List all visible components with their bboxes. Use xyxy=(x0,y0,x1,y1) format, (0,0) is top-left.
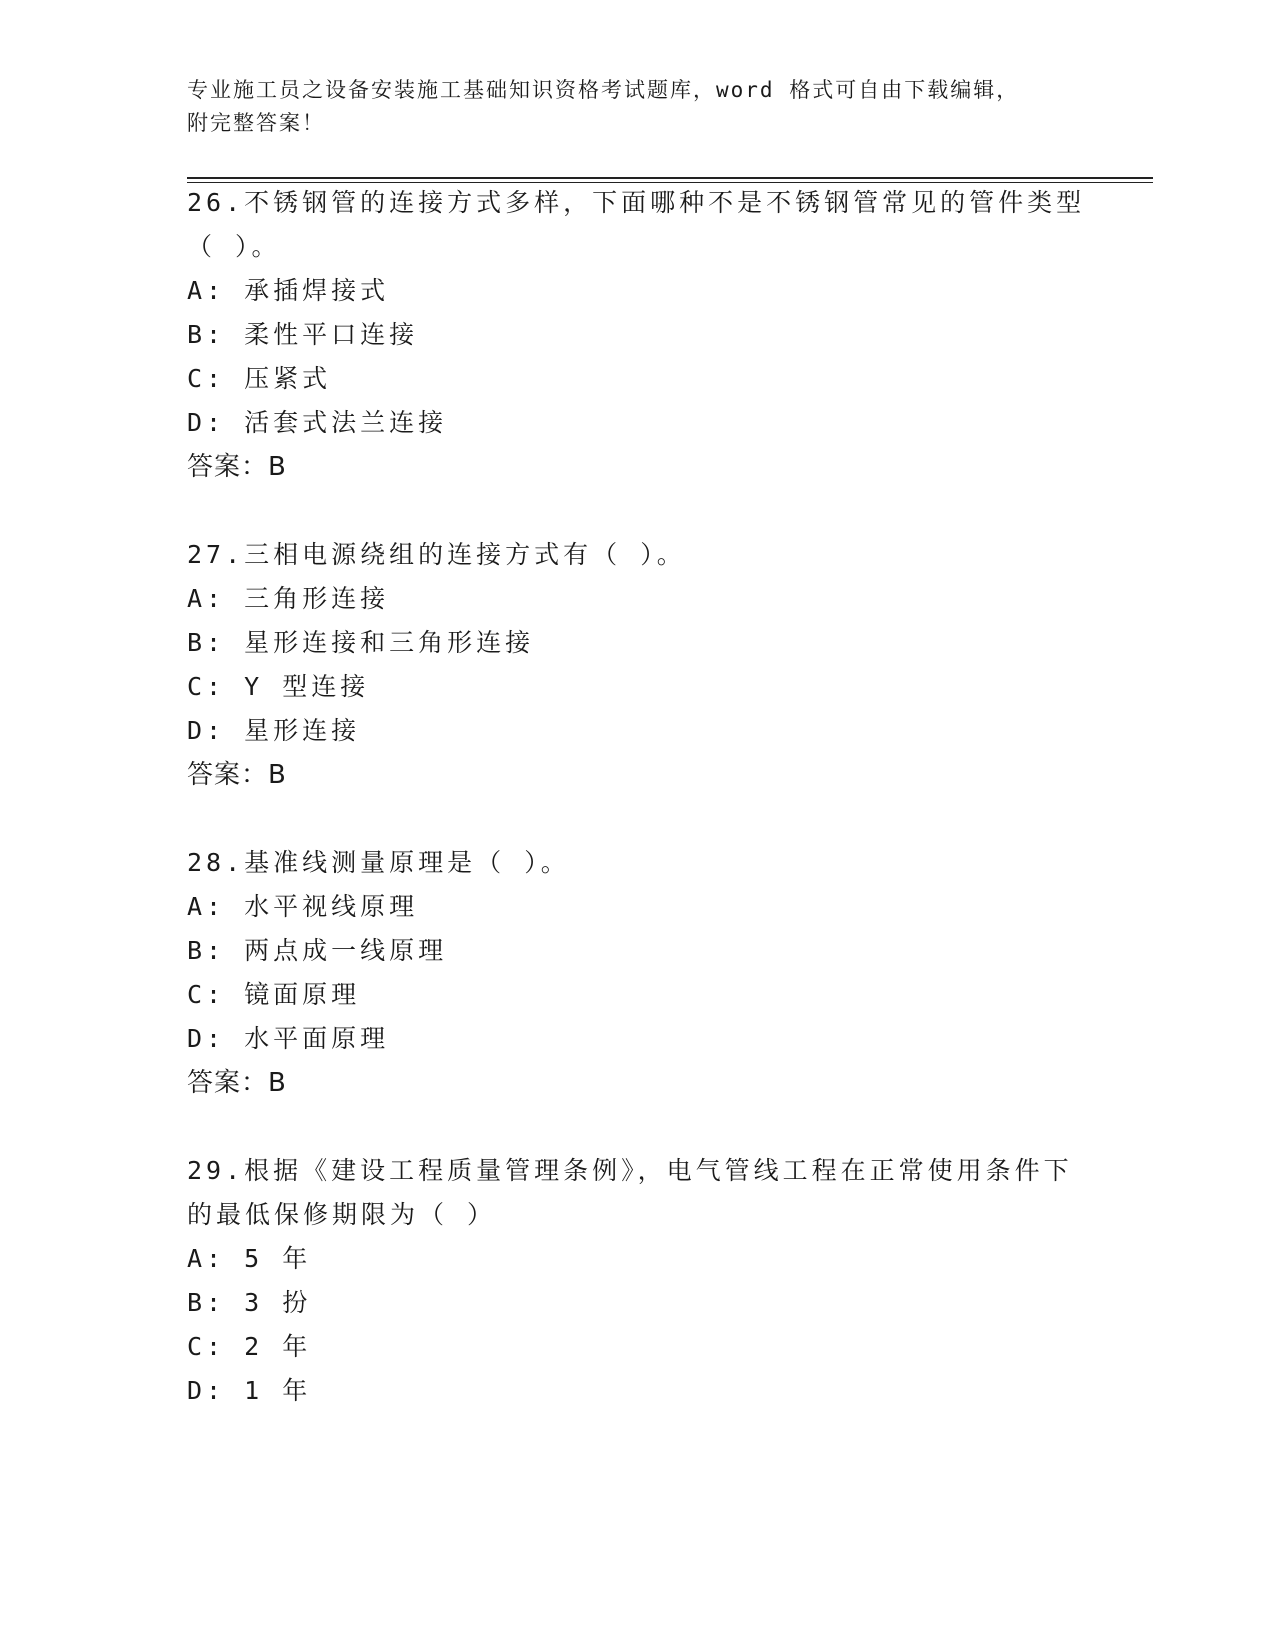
question-27-answer: 答案：B xyxy=(187,760,287,790)
question-26-option-c: C: 压紧式 xyxy=(187,364,332,393)
question-27-option-c: C: Y 型连接 xyxy=(187,672,370,701)
question-26-option-a: A: 承插焊接式 xyxy=(187,276,390,305)
document-header xyxy=(187,74,1067,140)
question-27-option-d: D: 星形连接 xyxy=(187,716,361,745)
question-28-option-d: D: 水平面原理 xyxy=(187,1024,390,1053)
question-26-stem-line-1: 26.不锈钢管的连接方式多样，下面哪种不是不锈钢管常见的管件类型 xyxy=(187,188,1086,217)
header-divider-thin xyxy=(187,182,1153,183)
question-26-answer: 答案：B xyxy=(187,452,287,482)
question-29-option-a: A: 5 年 xyxy=(187,1244,312,1273)
header-line-2: 附完整答案！ xyxy=(187,111,325,135)
question-26-option-d: D: 活套式法兰连接 xyxy=(187,408,448,437)
question-27-stem-line-1: 27.三相电源绕组的连接方式有（ ）。 xyxy=(187,540,686,569)
question-26-stem-line-2: （ ）。 xyxy=(187,232,281,261)
question-28-option-b: B: 两点成一线原理 xyxy=(187,936,448,965)
question-29-option-d: D: 1 年 xyxy=(187,1376,312,1405)
question-26-option-b: B: 柔性平口连接 xyxy=(187,320,419,349)
question-28-option-c: C: 镜面原理 xyxy=(187,980,361,1009)
question-28-option-a: A: 水平视线原理 xyxy=(187,892,419,921)
header-line-1: 专业施工员之设备安装施工基础知识资格考试题库，word 格式可自由下载编辑， xyxy=(187,78,1020,102)
question-29-stem-line-2: 的最低保修期限为（ ） xyxy=(187,1200,497,1229)
question-27-option-a: A: 三角形连接 xyxy=(187,584,390,613)
question-29-option-b: B: 3 扮 xyxy=(187,1288,312,1317)
question-29-stem-line-1: 29.根据《建设工程质量管理条例》，电气管线工程在正常使用条件下 xyxy=(187,1156,1073,1185)
question-28-answer: 答案：B xyxy=(187,1068,287,1098)
question-29-option-c: C: 2 年 xyxy=(187,1332,312,1361)
question-28-stem-line-1: 28.基准线测量原理是（ ）。 xyxy=(187,848,570,877)
header-divider-thick xyxy=(187,177,1153,179)
question-27-option-b: B: 星形连接和三角形连接 xyxy=(187,628,535,657)
